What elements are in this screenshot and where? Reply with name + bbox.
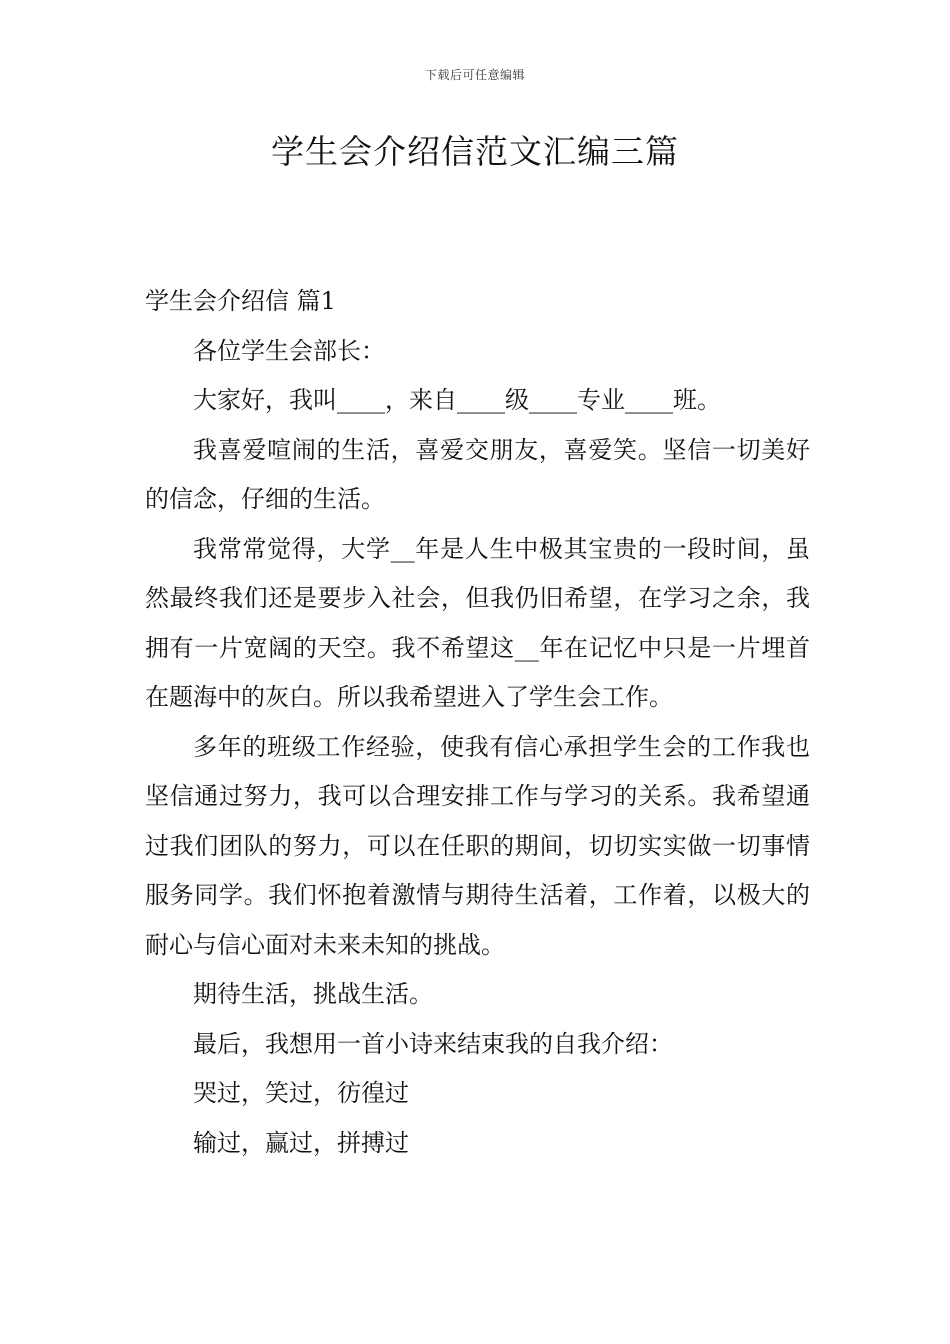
paragraph-motivation: 我常常觉得，大学__年是人生中极其宝贵的一段时间，虽然最终我们还是要步入社会，但我仍旧希望，在学习之余，我拥有一片宽阔的天空。我不希望这__年在记忆中只是一片埋首在题海中的灰白。所以我希望进入了学生会工作。	[145, 534, 810, 711]
paragraph-closing: 最后，我想用一首小诗来结束我的自我介绍：	[193, 1029, 673, 1058]
paragraph-motto: 期待生活，挑战生活。	[193, 980, 433, 1008]
poem-line-2: 输过，赢过，拼搏过	[193, 1128, 409, 1157]
header-note: 下载后可任意编辑	[424, 68, 525, 82]
paragraph-personality: 我喜爱喧闹的生活，喜爱交朋友，喜爱笑。坚信一切美好的信念，仔细的生活。	[145, 435, 810, 513]
paragraph-greeting: 大家好，我叫____，来自____级____专业____班。	[193, 386, 721, 414]
salutation: 各位学生会部长：	[193, 336, 385, 365]
poem-line-1: 哭过，笑过，彷徨过	[193, 1079, 409, 1107]
document-body	[145, 277, 810, 1168]
document-title: 学生会介绍信范文汇编三篇	[271, 132, 679, 171]
section-heading: 学生会介绍信 篇1	[145, 287, 336, 315]
paragraph-experience: 多年的班级工作经验，使我有信心承担学生会的工作我也坚信通过努力，我可以合理安排工作与学习的关系。我希望通过我们团队的努力，可以在任职的期间，切切实实做一切事情服务同学。我们怀抱着激情与期待生活着，工作着，以极大的耐心与信心面对未来未知的挑战。	[145, 732, 810, 959]
